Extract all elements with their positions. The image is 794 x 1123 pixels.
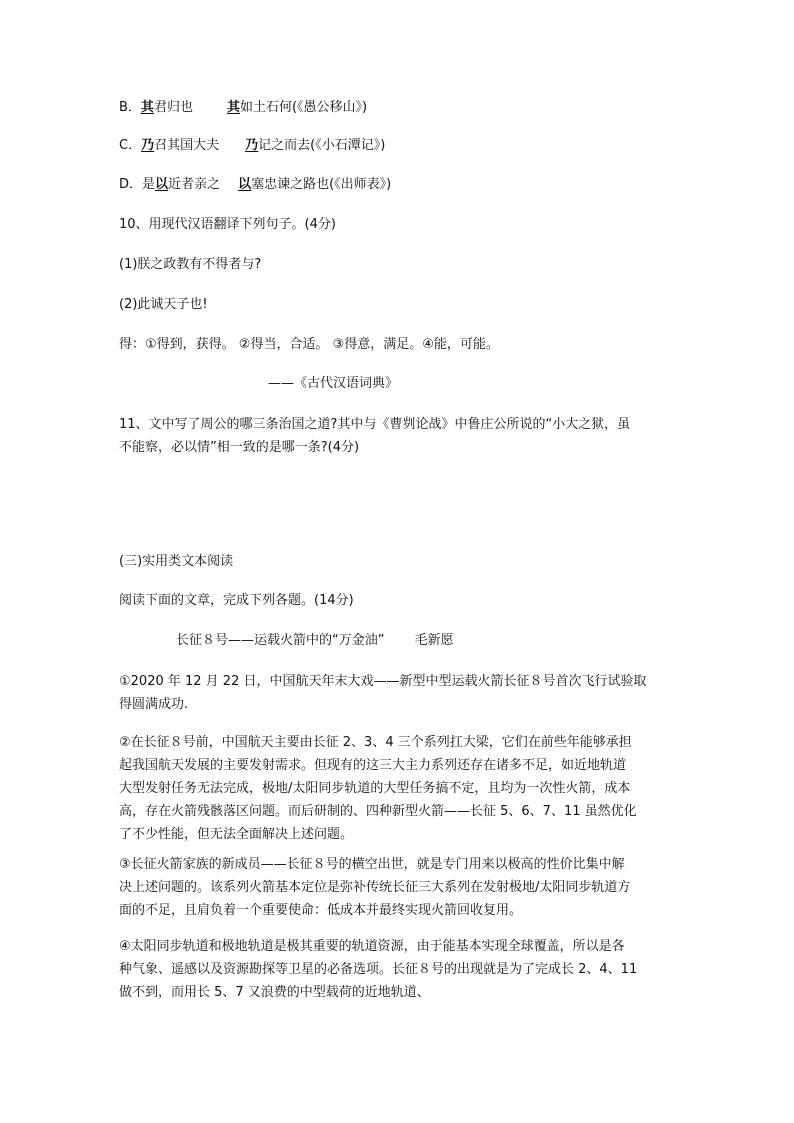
question-11-line-2: 不能察，必以情”相一致的是哪一条?(4分) [119, 440, 360, 455]
option-c-prefix: C． [119, 138, 142, 153]
option-b [119, 99, 367, 117]
paragraph-3-line-3: 面的不足，且肩负着一个重要使命：低成本并最终实现火箭回收复用。 [119, 903, 523, 918]
option-d-text-2: 塞忠谏之路也(《出师表》) [251, 177, 392, 192]
paragraph-1 [119, 670, 679, 716]
option-d-keyword-2: 以 [238, 177, 252, 192]
option-b-keyword-2: 其 [226, 100, 240, 115]
option-c-text-2: 记之而去(《小石潭记》) [258, 138, 386, 153]
paragraph-2-line-4: 高，存在火箭残骸落区问题。而后研制的、四种新型火箭——长征 5、6、7、11 虽然优化 [119, 804, 637, 819]
option-d [119, 176, 391, 194]
paragraph-3-line-1: ③长征火箭家族的新成员——长征８号的横空出世，就是专门用来以极高的性价比集中解 [119, 857, 625, 872]
option-c-keyword-2: 乃 [245, 138, 259, 153]
section-instruction: 阅读下面的文章，完成下列各题。(14分) [119, 593, 354, 608]
option-d-keyword-1: 以 [155, 177, 169, 192]
article-title-line [176, 632, 454, 650]
paragraph-2-line-5: 了不少性能，但无法全面解决上述问题。 [119, 827, 354, 842]
paragraph-1-line-2: 得圆满成功. [119, 697, 189, 712]
question-10-sentence-1: (1)朕之政教有不得者与? [119, 257, 262, 272]
option-b-text-2: 如土石何(《愚公移山》) [239, 100, 368, 115]
question-10-sentence-2: (2)此诚天子也! [119, 297, 208, 312]
section-title: (三)实用类文本阅读 [119, 554, 234, 569]
option-c [119, 137, 385, 155]
paragraph-4-line-3: 做不到，而用长 5、7 又浪费的中型载荷的近地轨道、 [119, 985, 430, 1000]
option-c-keyword-1: 乃 [141, 138, 155, 153]
question-11-line-1: 11、文中写了周公的哪三条治国之道?其中与《曹刿论战》中鲁庄公所说的“小大之狱，虽 [119, 417, 631, 432]
option-d-text-1: 近者亲之 [168, 177, 221, 192]
option-b-keyword-1: 其 [140, 100, 154, 115]
paragraph-2 [119, 731, 679, 846]
dictionary-source: ——《古代汉语词典》 [268, 376, 399, 391]
paragraph-4-line-2: 种气象、遥感以及资源勘探等卫星的必备选项。长征８号的出现就是为了完成长 2、4、11 [119, 962, 638, 977]
dictionary-definition: 得：①得到，获得。 ②得当，合适。 ③得意，满足。④能，可能。 [119, 337, 499, 352]
question-11 [119, 413, 679, 459]
paragraph-3 [119, 853, 679, 922]
question-10-title: 10、用现代汉语翻译下列句子。(4分) [119, 217, 336, 232]
article-author: 毛新愿 [414, 633, 454, 648]
paragraph-2-line-1: ②在长征８号前，中国航天主要由长征 2、3、4 三个系列扛大梁，它们在前些年能够承担 [119, 735, 632, 750]
paragraph-3-line-2: 决上述问题的。该系列火箭基本定位是弥补传统长征三大系列在发射极地/太阳同步轨道方 [119, 880, 631, 895]
paragraph-2-line-3: 大型发射任务无法完成，极地/太阳同步轨道的大型任务搞不定，且均为一次性火箭，成本 [119, 781, 631, 796]
option-d-prefix: D．是 [119, 177, 156, 192]
paragraph-4 [119, 935, 679, 1004]
paragraph-4-line-1: ④太阳同步轨道和极地轨道是极其重要的轨道资源，由于能基本实现全球覆盖，所以是各 [119, 939, 625, 954]
article-title: 长征８号——运载火箭中的“万金油” [176, 633, 385, 648]
option-c-text-1: 召其国大夫 [154, 138, 220, 153]
option-b-prefix: B． [119, 100, 141, 115]
paragraph-2-line-2: 起我国航天发展的主要发射需求。但现有的这三大主力系列还存在诸多不足，如近地轨道 [119, 758, 627, 773]
paragraph-1-line-1: ①2020 年 12 月 22 日，中国航天年末大戏——新型中型运载火箭长征８号首次飞行试验取 [119, 674, 647, 689]
option-b-text-1: 君归也 [153, 100, 193, 115]
